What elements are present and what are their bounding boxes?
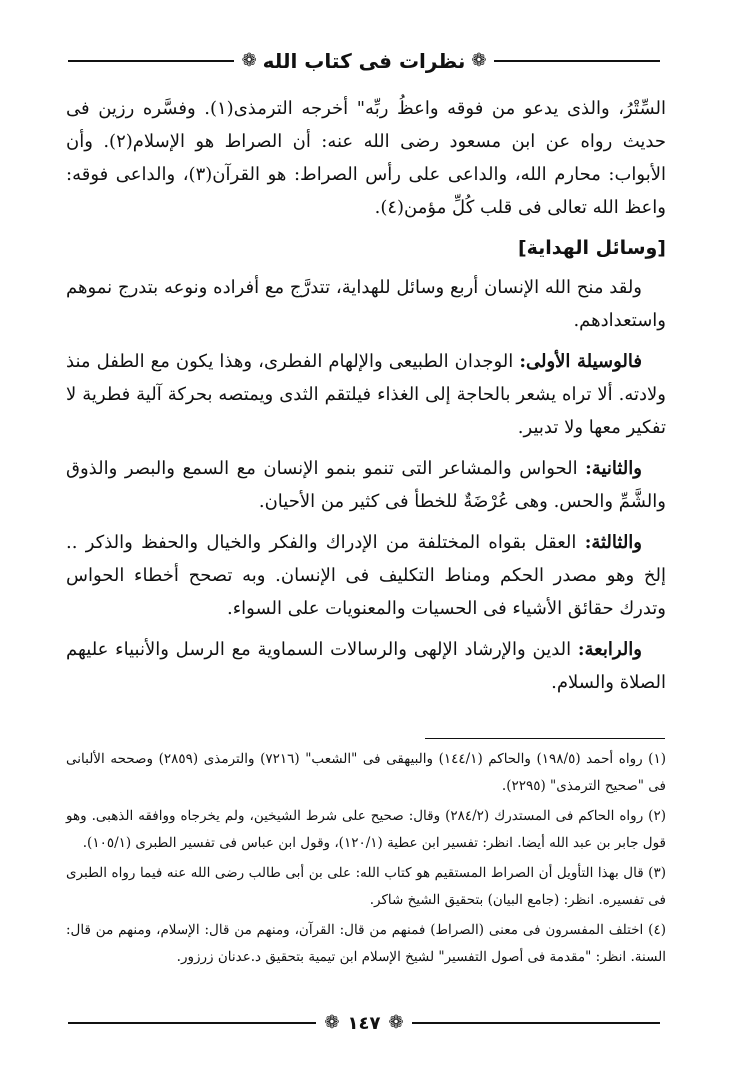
flower-ornament-icon: ❁ <box>471 50 487 71</box>
fourth-means-lead: والرابعة: <box>577 639 642 660</box>
flower-ornament-icon: ❁ <box>241 50 257 71</box>
fourth-means-text: الدين والإرشاد الإلهى والرسالات السماوية مع الرسل والأنبياء عليهم الصلاة والسلام. <box>66 639 666 693</box>
first-means-lead: فالوسيلة الأولى: <box>519 351 643 372</box>
paragraph-continuation: السِّتْرُ، والذى يدعو من فوقه واعظُ ربِّه" أخرجه الترمذى(١). وفسَّره رزين فى حديث رواه عن ابن مسعود رضى الله عنه: أن الصراط هو الإسلام(٢). وأن الأبواب: محارم الله، والداعى على رأس الصراط: هو القرآن(٣)، والداعى فوقه: واعظ الله تعالى فى قلب كُلِّ مؤمن(٤). <box>66 98 666 218</box>
page-footer <box>68 1008 660 1038</box>
paragraph-fourth-means <box>66 633 666 699</box>
flower-ornament-icon: ❁ <box>324 1012 340 1033</box>
section-title: [وسائل الهداية] <box>517 237 666 259</box>
running-title: نظرات فى كتاب الله <box>262 49 466 73</box>
main-text <box>66 92 666 707</box>
footnote-item: (١) رواه أحمد (١٩٨/٥) والحاكم (١٤٤/١) والبيهقى فى "الشعب" (٧٢١٦) والترمذى (٢٨٥٩) وصححه الألبانى فى "صحيح الترمذى" (٢٢٩٥). <box>66 751 667 794</box>
footnotes <box>66 746 666 974</box>
second-means-text: الحواس والمشاعر التى تنمو بنمو الإنسان مع السمع والبصر والذوق والشَّمِّ والحس. وهى عُرْضَةٌ للخطأ فى كثير من الأحيان. <box>66 458 666 512</box>
paragraph-second-means <box>66 452 666 518</box>
footnote-item: (٣) قال بهذا التأويل أن الصراط المستقيم هو كتاب الله: على بن أبى طالب رضى الله عنه فيما رواه الطبرى فى تفسيره. انظر: (جامع البيان) بتحقيق الشيخ شاكر. <box>66 865 666 908</box>
footnote-item: (٢) رواه الحاكم فى المستدرك (٢٨٤/٢) وقال: صحيح على شرط الشيخين، ولم يخرجاه ووافقه الذهبى. وهو قول جابر بن عبد الله أيضا. انظر: تفسير ابن عطية (١٢٠/١)، وقول ابن عباس فى تفسير الطبرى (١٠٥/١). <box>66 808 666 851</box>
flower-ornament-icon: ❁ <box>388 1012 404 1033</box>
header-rule-right <box>494 60 660 62</box>
paragraph-intro: ولقد منح الله الإنسان أربع وسائل للهداية، تتدرَّج مع أفراده ونوعه بتدرج نموهم واستعدادهم. <box>66 277 666 331</box>
header-title-group <box>234 49 495 73</box>
footer-rule-right <box>412 1022 660 1024</box>
paragraph-first-means <box>66 345 666 444</box>
footnote-item: (٤) اختلف المفسرون فى معنى (الصراط) فمنهم من قال: القرآن، ومنهم من قال: الإسلام، ومنهم من قال: السنة. انظر: "مقدمة فى أصول التفسير" لشيخ الإسلام ابن تيمية بتحقيق د.عدنان زرزور. <box>66 922 666 965</box>
paragraph-third-means <box>66 526 666 625</box>
header-rule-left <box>68 60 234 62</box>
page-number: ١٤٧ <box>347 1012 381 1034</box>
footnote-divider <box>425 738 665 739</box>
page-header <box>68 44 660 78</box>
third-means-text: العقل بقواه المختلفة من الإدراك والفكر والخيال والحفظ والذكر .. إلخ وهو مصدر الحكم ومناط التكليف فى الإنسان. وبه تصحح أخطاء الحواس وتدرك حقائق الأشياء فى الحسيات والمعنويات على السواء. <box>66 532 666 619</box>
third-means-lead: والثالثة: <box>584 532 642 553</box>
second-means-lead: والثانية: <box>585 458 642 479</box>
page-number-group <box>316 1013 411 1034</box>
first-means-text: الوجدان الطبيعى والإلهام الفطرى، وهذا يكون مع الطفل منذ ولادته. ألا تراه يشعر بالحاجة إلى الغذاء فيلتقم الثدى ويمتصه بحركة آلية فطرية لا تفكير معها ولا تدبير. <box>66 351 666 438</box>
footer-rule-left <box>68 1022 316 1024</box>
